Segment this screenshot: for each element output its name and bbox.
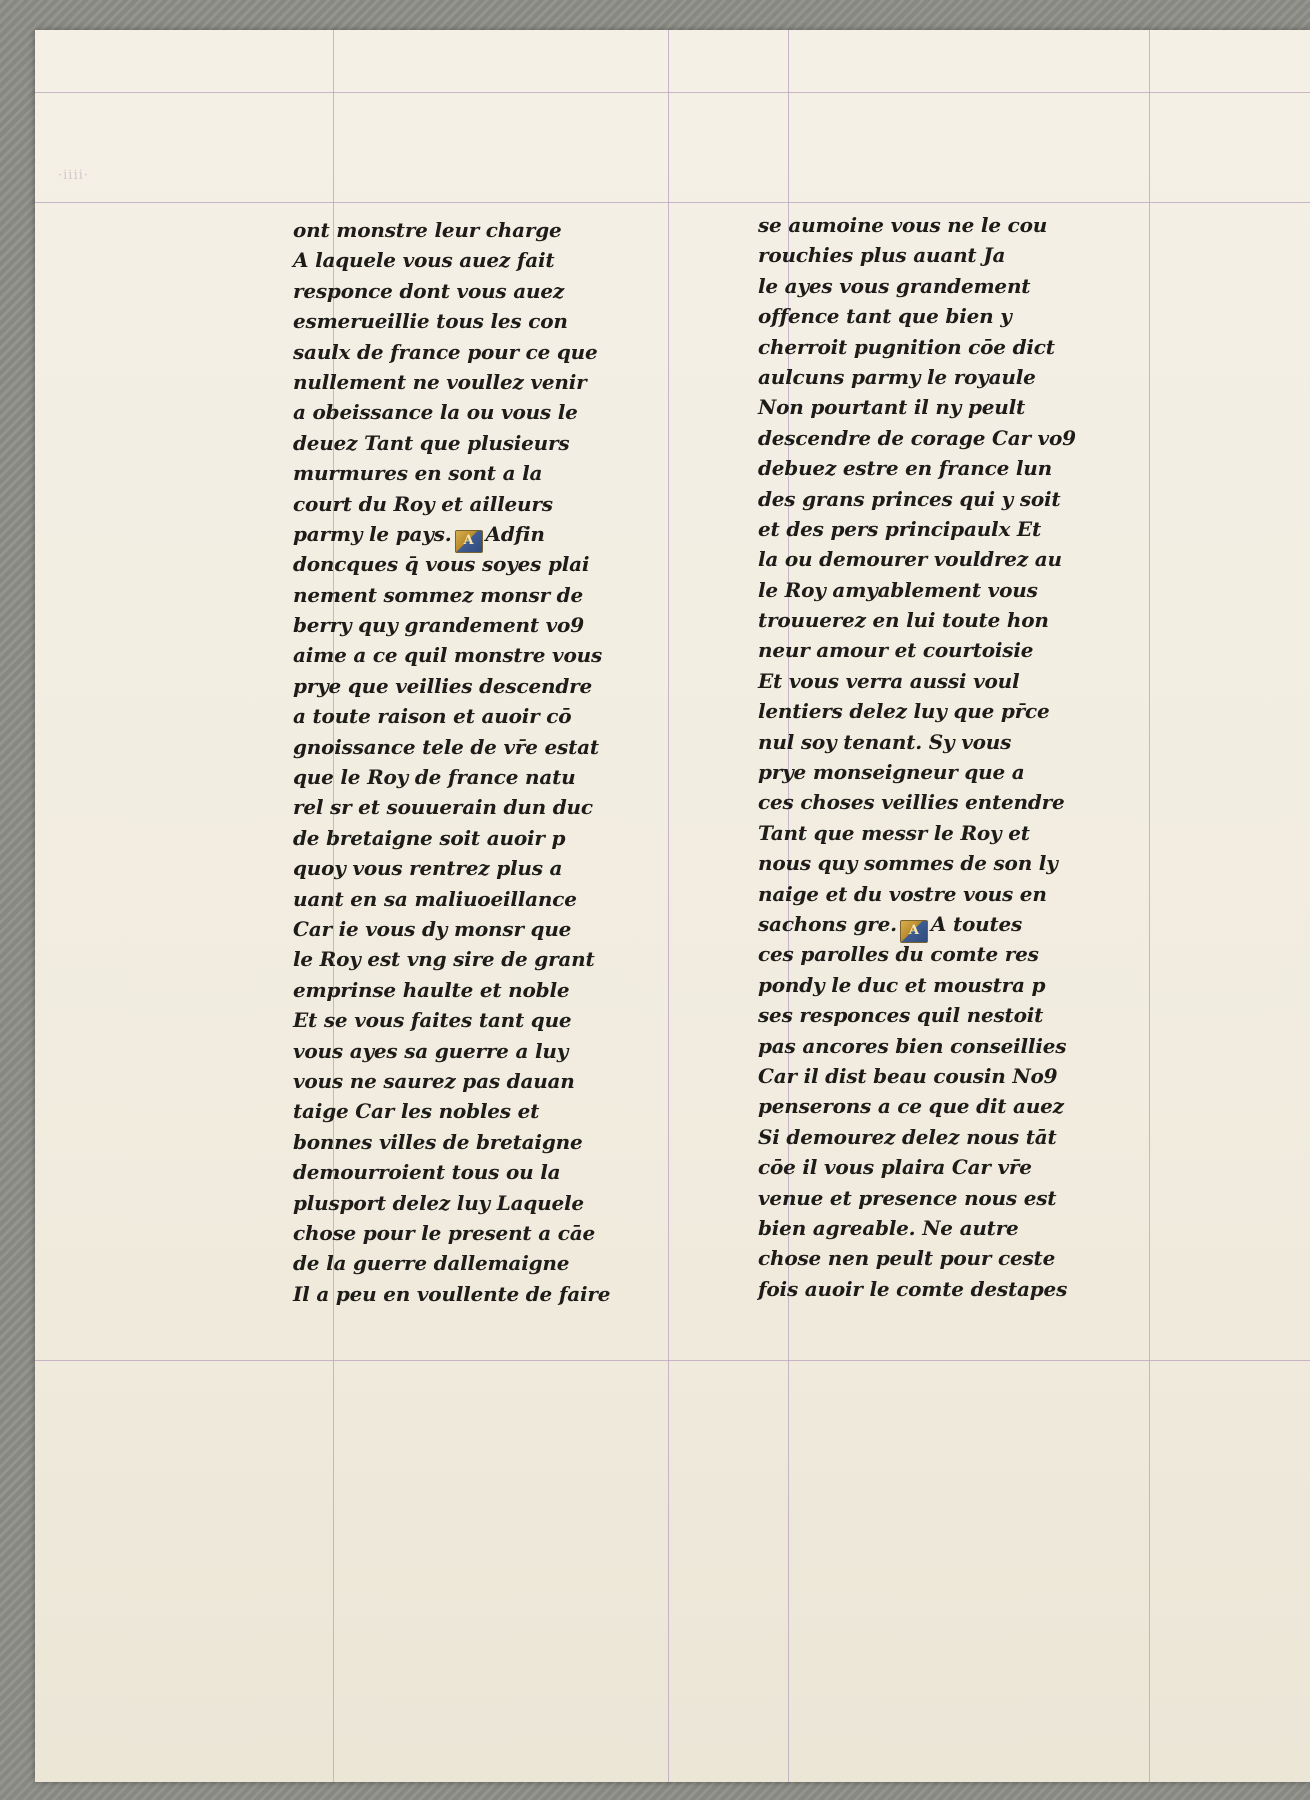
manuscript-line [758,1122,1118,1152]
line-text: prye que veillies descendre [293,673,592,698]
manuscript-line [293,367,653,397]
line-text: ces parolles du comte res [758,942,1039,967]
line-text: berry quy grandement vo9 [293,613,584,638]
line-text: ses responces quil nestoit [758,1003,1044,1028]
manuscript-line [293,762,653,792]
line-text: aime a ce quil monstre vous [293,643,603,668]
manuscript-line [758,544,1118,574]
manuscript-line [758,635,1118,665]
manuscript-line [758,1243,1118,1273]
manuscript-line [758,1061,1118,1091]
manuscript-line [293,884,653,914]
manuscript-line [758,1152,1118,1182]
line-text: aulcuns parmy le royaule [758,364,1036,389]
manuscript-page [35,30,1310,1782]
manuscript-line [293,701,653,731]
manuscript-line [758,1000,1118,1030]
line-text: des grans princes qui y soit [758,486,1061,511]
manuscript-line [293,519,653,549]
manuscript-line [293,215,653,245]
line-text: esmerueillie tous les con [293,309,568,334]
manuscript-line [293,337,653,367]
line-text: parmy le pays. [293,521,452,546]
line-text: Et se vous faites tant que [293,1008,572,1033]
line-text: gnoissance tele de vr̄e estat [293,734,599,759]
line-text: de la guerre dallemaigne [293,1251,570,1276]
manuscript-line [293,276,653,306]
line-text: Il a peu en voullente de faire [293,1281,611,1306]
line-text: A toutes [930,911,1023,936]
line-text: nement sommez monsr de [293,582,583,607]
ruling-line [668,30,669,1782]
line-text: chose nen peult pour ceste [758,1246,1056,1271]
manuscript-line [758,423,1118,453]
line-text: demourroient tous ou la [293,1160,561,1185]
line-text: Et vous verra aussi voul [758,668,1020,693]
line-text: quoy vous rentrez plus a [293,856,563,881]
manuscript-line [758,1274,1118,1304]
line-text: doncques q̄ vous soyes plai [293,552,590,577]
manuscript-line [758,696,1118,726]
line-text: venue et presence nous est [758,1185,1057,1210]
line-text: a obeissance la ou vous le [293,400,578,425]
manuscript-line [293,732,653,762]
manuscript-line [758,787,1118,817]
manuscript-line [293,975,653,1005]
line-text: rouchies plus auant Ja [758,243,1006,268]
manuscript-line [293,610,653,640]
line-text: trouuerez en lui toute hon [758,608,1049,633]
manuscript-line [758,392,1118,422]
manuscript-line [293,306,653,336]
line-text: Si demourez delez nous tāt [758,1124,1057,1149]
manuscript-line [293,1096,653,1126]
line-text: lentiers delez luy que pr̄ce [758,699,1050,724]
manuscript-line [293,428,653,458]
manuscript-line [293,914,653,944]
line-text: Adfin [485,521,545,546]
illuminated-initial-icon: A [900,920,928,943]
line-text: taige Car les nobles et [293,1099,540,1124]
line-text: de bretaigne soit auoir p [293,825,566,850]
manuscript-line [758,879,1118,909]
folio-number: ·iiii· [58,168,89,183]
line-text: se aumoine vous ne le cou [758,213,1048,237]
line-text: court du Roy et ailleurs [293,491,553,516]
line-text: plusport delez luy Laquele [293,1190,584,1215]
manuscript-line [758,1183,1118,1213]
manuscript-line [293,1218,653,1248]
manuscript-line [293,1157,653,1187]
manuscript-line [293,1188,653,1218]
ruling-line [35,92,1310,93]
manuscript-line [293,549,653,579]
line-text: ont monstre leur charge [293,218,562,242]
manuscript-line [758,1031,1118,1061]
ruling-line [1149,30,1150,1782]
line-text: bien agreable. Ne autre [758,1215,1019,1240]
manuscript-line [758,453,1118,483]
manuscript-line [293,1036,653,1066]
manuscript-line [758,210,1118,240]
ruling-line [35,1360,1310,1361]
line-text: nul soy tenant. Sy vous [758,729,1012,754]
line-text: A laquele vous auez fait [293,248,555,273]
manuscript-line [758,332,1118,362]
manuscript-line [758,271,1118,301]
line-text: naige et du vostre vous en [758,881,1047,906]
line-text: le Roy amyablement vous [758,577,1038,602]
line-text: nous quy sommes de son ly [758,851,1058,876]
manuscript-line [293,1066,653,1096]
line-text: bonnes villes de bretaigne [293,1129,583,1154]
line-text: a toute raison et auoir cō [293,704,572,729]
manuscript-line [293,792,653,822]
manuscript-line [758,757,1118,787]
manuscript-line [293,823,653,853]
line-text: emprinse haulte et noble [293,977,570,1002]
line-text: ces choses veillies entendre [758,790,1065,815]
line-text: vous ne saurez pas dauan [293,1068,575,1093]
line-text: deuez Tant que plusieurs [293,430,570,455]
line-text: descendre de corage Car vo9 [758,425,1076,450]
manuscript-line [758,909,1118,939]
line-text: Car il dist beau cousin No9 [758,1063,1058,1088]
line-text: neur amour et courtoisie [758,638,1034,663]
manuscript-line [758,1213,1118,1243]
manuscript-line [293,671,653,701]
line-text: saulx de france pour ce que [293,339,598,364]
line-text: rel sr et souuerain dun duc [293,795,593,820]
manuscript-line [293,458,653,488]
line-text: le Roy est vng sire de grant [293,947,595,972]
manuscript-line [293,1248,653,1278]
line-text: la ou demourer vouldrez au [758,547,1062,572]
line-text: et des pers principaulx Et [758,516,1042,541]
line-text: chose pour le present a cāe [293,1220,596,1245]
manuscript-line [293,1279,653,1309]
manuscript-line [758,970,1118,1000]
manuscript-line [758,666,1118,696]
manuscript-line [293,245,653,275]
line-text: responce dont vous auez [293,278,565,303]
line-text: penserons a ce que dit auez [758,1094,1064,1119]
manuscript-line [758,848,1118,878]
line-text: vous ayes sa guerre a luy [293,1038,569,1063]
manuscript-line [758,727,1118,757]
line-text: pondy le duc et moustra p [758,972,1046,997]
manuscript-line [758,605,1118,635]
manuscript-line [293,944,653,974]
text-column-left [293,215,653,1309]
manuscript-line [293,640,653,670]
manuscript-line [758,240,1118,270]
manuscript-line [758,301,1118,331]
manuscript-line [293,853,653,883]
line-text: Tant que messr le Roy et [758,820,1030,845]
manuscript-line [758,575,1118,605]
line-text: pas ancores bien conseillies [758,1033,1067,1058]
line-text: sachons gre. [758,911,897,936]
line-text: fois auoir le comte destapes [758,1276,1068,1301]
line-text: le ayes vous grandement [758,273,1031,298]
manuscript-line [758,484,1118,514]
line-text: debuez estre en france lun [758,456,1052,481]
manuscript-line [293,1127,653,1157]
line-text: Car ie vous dy monsr que [293,916,572,941]
manuscript-line [293,580,653,610]
line-text: cōe il vous plaira Car vr̄e [758,1155,1032,1180]
manuscript-line [293,397,653,427]
line-text: Non pourtant il ny peult [758,395,1026,420]
manuscript-line [758,939,1118,969]
line-text: que le Roy de france natu [293,765,576,790]
line-text: cherroit pugnition cōe dict [758,334,1055,359]
manuscript-line [758,1091,1118,1121]
text-column-right [758,210,1118,1304]
line-text: nullement ne voullez venir [293,369,587,394]
manuscript-line [293,489,653,519]
line-text: offence tant que bien y [758,304,1012,329]
manuscript-line [758,362,1118,392]
illuminated-initial-icon: A [455,530,483,553]
line-text: prye monseigneur que a [758,760,1025,785]
ruling-line [35,202,1310,203]
line-text: murmures en sont a la [293,461,543,486]
manuscript-line [758,818,1118,848]
line-text: uant en sa maliuoeillance [293,886,577,911]
manuscript-line [758,514,1118,544]
manuscript-line [293,1005,653,1035]
